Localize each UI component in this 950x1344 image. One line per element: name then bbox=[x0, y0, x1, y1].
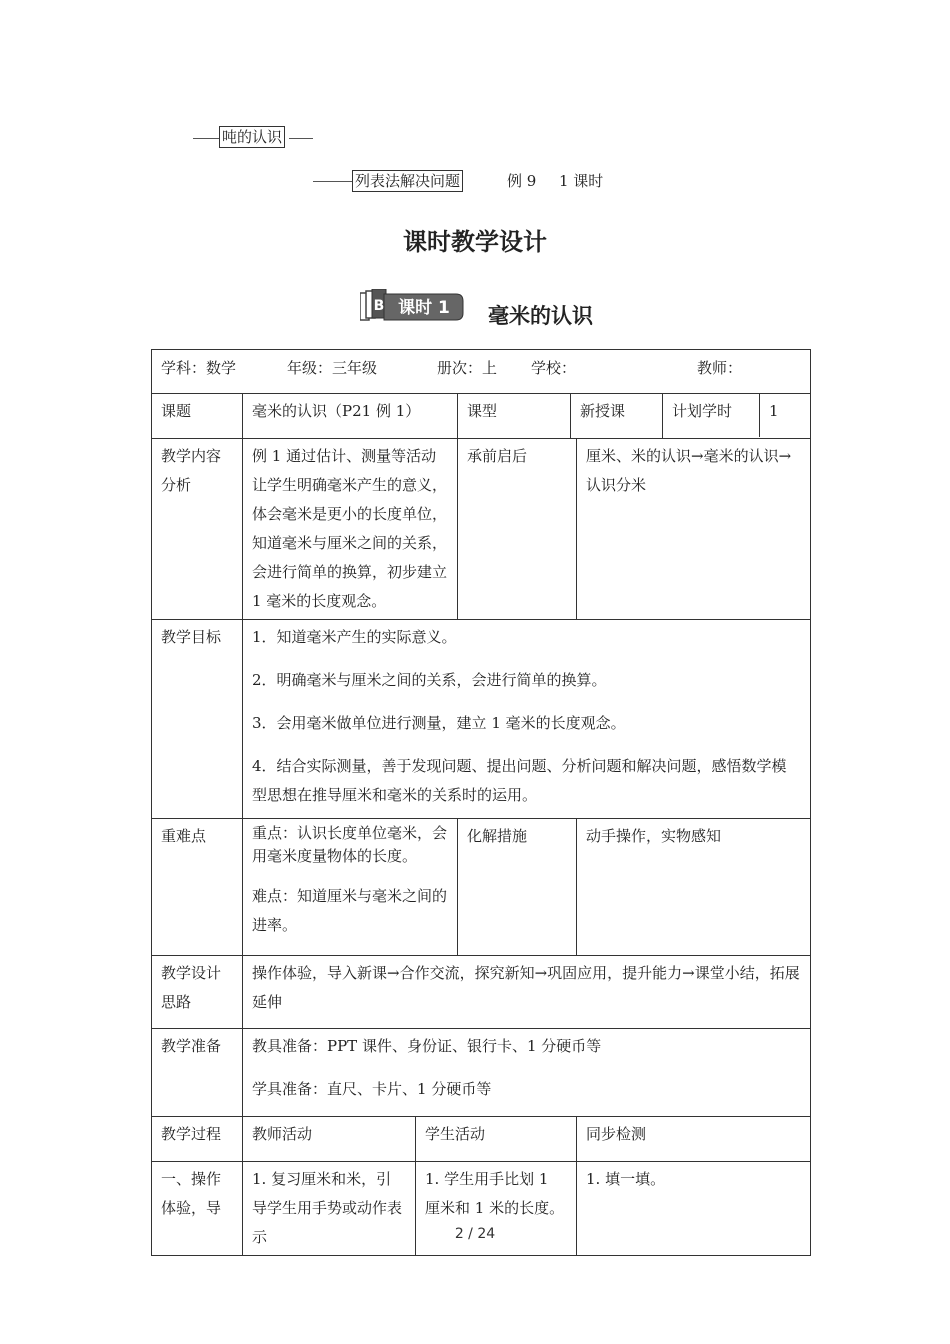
analysis-row bbox=[152, 439, 811, 620]
teacher-activity-header: 教师活动 bbox=[243, 1117, 416, 1162]
page-title: 课时教学设计 bbox=[403, 228, 547, 256]
topic-row bbox=[152, 394, 811, 439]
prep-label: 教学准备 bbox=[152, 1029, 243, 1117]
period-count: 1 课时 bbox=[559, 172, 604, 190]
svg-text:B: B bbox=[373, 298, 385, 314]
design-row bbox=[152, 956, 811, 1029]
prep-row bbox=[152, 1029, 811, 1117]
process-label: 教学过程 bbox=[152, 1117, 243, 1162]
process-header-row bbox=[152, 1117, 811, 1162]
key-point: 重点：认识长度单位毫米，会用毫米度量物体的长度。 bbox=[252, 824, 448, 865]
type-value: 新授课 bbox=[571, 394, 663, 439]
header-rule-left bbox=[193, 138, 220, 139]
goal-item: 1．知道毫米产生的实际意义。 bbox=[252, 628, 457, 646]
hours-value: 1 bbox=[769, 402, 779, 420]
subject-field: 学科：数学 bbox=[161, 359, 237, 377]
grade-field: 年级：三年级 bbox=[287, 359, 378, 377]
school-field: 学校： bbox=[531, 359, 577, 377]
lesson-badge-icon bbox=[360, 289, 465, 321]
type-label: 课型 bbox=[458, 394, 571, 439]
section-rule bbox=[313, 181, 353, 182]
topic-value: 毫米的认识（P21 例 1） bbox=[243, 394, 458, 439]
teacher-prep: 教具准备：PPT 课件、身份证、银行卡、1 分硬币等 bbox=[252, 1037, 602, 1055]
measure-value: 动手操作，实物感知 bbox=[577, 819, 811, 956]
teacher-field: 教师： bbox=[697, 359, 743, 377]
design-label: 教学设计思路 bbox=[152, 956, 243, 1029]
unit-label: 吨的认识 bbox=[219, 126, 285, 148]
link-value: 厘米、米的认识→毫米的认识→认识分米 bbox=[577, 439, 811, 620]
page-number: 2 / 24 bbox=[454, 1226, 496, 1242]
difficult-point: 难点：知道厘米与毫米之间的进率。 bbox=[252, 887, 448, 934]
link-label: 承前启后 bbox=[458, 439, 577, 620]
section-label: 列表法解决问题 bbox=[352, 170, 463, 192]
goals-label: 教学目标 bbox=[152, 620, 243, 819]
keypoints-row bbox=[152, 819, 811, 956]
volume-field: 册次：上 bbox=[437, 359, 498, 377]
student-activity-header: 学生活动 bbox=[416, 1117, 577, 1162]
goal-item: 3．会用毫米做单位进行测量，建立 1 毫米的长度观念。 bbox=[252, 714, 626, 732]
lesson-plan-table bbox=[151, 349, 811, 1256]
goals-row bbox=[152, 620, 811, 819]
info-row bbox=[152, 350, 811, 394]
step1-check: 1. 填一填。 bbox=[577, 1162, 811, 1256]
goal-item: 4．结合实际测量，善于发现问题、提出问题、分析问题和解决问题，感悟数学模型思想在推导厘米和毫米的关系时的运用。 bbox=[252, 757, 787, 804]
example-number: 例 9 bbox=[507, 172, 537, 190]
student-prep: 学具准备：直尺、卡片、1 分硬币等 bbox=[252, 1080, 492, 1098]
lesson-title: 毫米的认识 bbox=[488, 304, 593, 328]
check-header: 同步检测 bbox=[577, 1117, 811, 1162]
hours-label: 计划学时 bbox=[663, 394, 760, 437]
analysis-label: 教学内容分析 bbox=[152, 439, 243, 620]
keypoints-label: 重难点 bbox=[152, 819, 243, 956]
topic-label: 课题 bbox=[152, 394, 243, 439]
step1-teacher: 1. 复习厘米和米，引导学生用手势或动作表示 bbox=[243, 1162, 416, 1256]
step1-label: 一、操作体验，导 bbox=[152, 1162, 243, 1256]
measure-label: 化解措施 bbox=[458, 819, 577, 956]
header-rule-right bbox=[289, 138, 313, 139]
step1-student: 1. 学生用手比划 1 厘米和 1 米的长度。 bbox=[416, 1162, 577, 1256]
analysis-content: 例 1 通过估计、测量等活动让学生明确毫米产生的意义，体会毫米是更小的长度单位，知道毫米与厘米之间的关系，会进行简单的换算，初步建立 1 毫米的长度观念。 bbox=[243, 439, 458, 620]
goal-item: 2．明确毫米与厘米之间的关系，会进行简单的换算。 bbox=[252, 671, 607, 689]
design-content: 操作体验，导入新课→合作交流，探究新知→巩固应用，提升能力→课堂小结，拓展延伸 bbox=[243, 956, 811, 1029]
lesson-badge-text: 课时 1 bbox=[398, 298, 450, 318]
